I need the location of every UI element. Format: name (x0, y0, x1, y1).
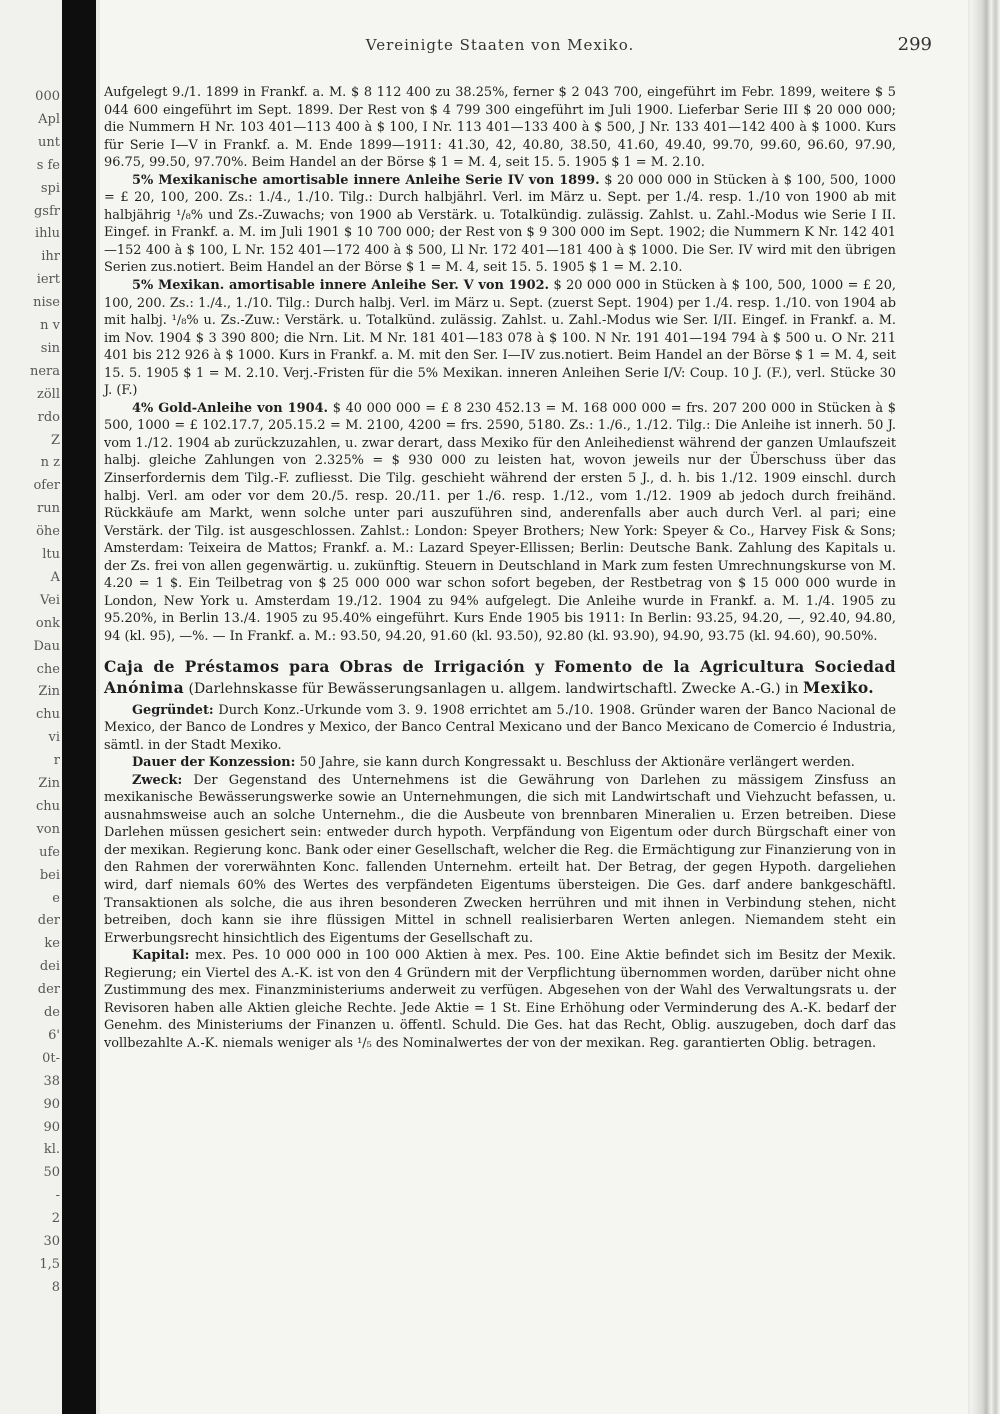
gutter-fragment: onk (35, 615, 60, 631)
gutter-fragment: 90 (43, 1096, 60, 1112)
gutter-fragment: 30 (43, 1234, 60, 1249)
gold-loan-heading: 4% Gold-Anleihe von 1904. (132, 400, 329, 416)
gutter-fragment: - (55, 1188, 60, 1204)
gutter-fragment: 38 (43, 1073, 60, 1089)
gutter-fragment: ke (44, 936, 60, 952)
gutter-fragment: 6' (48, 1027, 60, 1043)
gutter-fragment: dei (39, 959, 60, 975)
gutter-fragment: che (36, 661, 60, 677)
paragraph-loan-series-iii: Aufgelegt 9./1. 1899 in Frankf. a. M. $ 8 112 400 zu 38.25%, ferner $ 2 043 700, eingeführt im Febr. 1899, weitere $ 5 044 600 eingeführt im Sept. 1899. Der Rest von $ 4 799 300 eingeführt im Juli 1900. Lieferbar Serie III $ 20 000 000; die Nummern H Nr. 103 401—113 400 à $ 100, I Nr. 113 401—133 400 à $ 500, J Nr. 133 401—142 400 à $ 1000. Kurs für Serie I—V in Frankf. a. M. Ende 1899—1911: 41.30, 42, 40.80, 38.50, 41.60, 49.40, 99.70, 99.60, 96.60, 97.90, 96.75, 99.50, 97.70%. Beim Handel an der Börse $ 1 = M. 4, seit 15. 5. 1905 $ 1 = M. 2.10. (104, 85, 896, 171)
gutter-fragment: öhe (36, 524, 60, 540)
gutter-fragment: run (37, 501, 60, 517)
loan-series-iv-heading: 5% Mexikanische amortisable innere Anleihe Serie IV von 1899. (132, 172, 600, 188)
gutter-fragment: sin (40, 340, 60, 356)
gutter-fragment: 1,5 (39, 1256, 60, 1272)
gutter-fragment: 2 (51, 1211, 60, 1227)
gutter-fragment: Zin (38, 684, 60, 700)
gutter-fragment: A (50, 569, 60, 585)
capital-label: Kapital: (132, 948, 190, 964)
book-page (100, 0, 968, 1414)
running-title: Vereinigte Staaten von Mexiko. (365, 36, 635, 54)
gutter-fragment: n v (40, 318, 60, 333)
gutter-fragment: vi (48, 730, 60, 746)
gutter-fragment: der (37, 913, 60, 929)
paragraph-loan-series-iv (104, 172, 896, 277)
concession-text: 50 Jahre, sie kann durch Kongressakt u. Beschluss der Aktionäre verlängert werden. (295, 755, 855, 771)
gutter-fragment: ufe (39, 844, 60, 860)
gutter-fragment: 0t- (42, 1050, 60, 1066)
gutter-fragment: ihr (41, 249, 60, 265)
gutter-fragment: iert (36, 272, 60, 288)
gutter-fragment: 90 (43, 1119, 60, 1135)
loan-series-iv-text: $ 20 000 000 in Stücken à $ 100, 500, 1000 = £ 20, 100, 200. Zs.: 1./4., 1./10. Tilg.: Durch halbjährl. Verl. im März u. Sept. per 1./4. resp. 1./10 von 1900 ab mit halbjährig ¹/₈% und Zs.-Zuwachs; von 1900 ab Verstärk. u. Totalkündig. zulässig. Zahlst. u. Zahl.-Modus wie Serie I II. Eingef. in Frankf. a. M. im Juli 1901 $ 10 700 000; der Rest von $ 9 300 000 im Sept. 1902; die Nummern K Nr. 142 401—152 400 à $ 100, L Nr. 152 401—172 400 à $ 500, Ll Nr. 172 401—181 400 à $ 1000. Die Ser. IV wird mit den übrigen Serien zus.notiert. Beim Handel an der Börse $ 1 = M. 4, seit 15. 5. 1905 $ 1 = M. 2.10. (104, 172, 896, 276)
gutter-fragment: gsfr (33, 203, 60, 219)
page-body (104, 84, 896, 1052)
book-spine-shadow (62, 0, 96, 1414)
purpose-entry (104, 772, 896, 947)
page-number: 299 (897, 34, 932, 55)
gutter-fragment: Dau (33, 638, 60, 654)
gutter-fragment: nise (33, 295, 60, 311)
purpose-text: Der Gegenstand des Unternehmens ist die Gewährung von Darlehen zu mässigem Zinsfuss an mexikanische Bewässerungswerke sowie an Unternehmungen, die sich mit Landwirtschaft und Viehzucht befassen, u. ausnahmsweise auch an solche Unternehm., die die Ausbeute von brennbaren Mineralien u. Erzen betreiben. Diese Darlehen müssen gesichert sein: entweder durch hypoth. Verpfändung von Eigentum oder durch Bürgschaft einer von der mexikan. Regierung konc. Bank oder einer Gesellschaft, welcher die Reg. die Ermächtigung zur Finanzierung von in den Rahmen der vorerwähnten Konc. fallenden Unternehm. erteilt hat. Der Betrag, der gegen Hypoth. dargeliehen wird, darf niemals 60% des Wertes des verpfändeten Eigentums übersteigen. Die Ges. darf andere bankgeschäftl. Transaktionen als solche, die aus ihren besonderen Zwecken herrühren und mit ihnen in Verbindung stehen, nicht betreiben, doch kann sie ihre flüssigen Mittel in schnell realisierbaren Werten anlegen. Niemandem steht ein Erwerbungsrecht hinsichtlich des Eigentums der Gesellschaft zu. (104, 772, 896, 946)
loan-series-v-text: $ 20 000 000 in Stücken à $ 100, 500, 1000 = £ 20, 100, 200. Zs.: 1./4., 1./10. Tilg.: Durch halbj. Verl. im März u. Sept. (zuerst Sept. 1904) per 1./4. resp. 1./10. von 1904 ab mit halbj. ¹/₈% u. Zs.-Zuw.: Verstärk. u. Totalkünd. zulässig. Zahlst. u. Zahl.-Modus wie Ser. I/II. Eingef. in Frankf. a. M. im Nov. 1904 $ 3 390 800; die Nrn. Lit. M Nr. 181 401—183 078 à $ 100. N Nr. 191 401—194 794 à $ 500 u. O Nr. 211 401 bis 212 926 à $ 1000. Kurs in Frankf. a. M. mit den Ser. I—IV zus.notiert. Beim Handel an der Börse $ 1 = M. 4, seit 15. 5. 1905 $ 1 = M. 2.10. Verj.-Fristen für die 5% Mexikan. inneren Anleihen Serie I/V: Coup. 10 J. (F.), verl. Stücke 30 J. (F.) (104, 278, 896, 399)
gutter-fragment: spi (40, 180, 60, 196)
gutter-fragment: 000 (35, 89, 60, 104)
gutter-fragment: Zin (38, 776, 60, 791)
company-name: Caja de Préstamos para Obras de Irrigación y Fomento de la Agricultura Sociedad Anónima (104, 656, 896, 697)
gutter-fragment: chu (35, 798, 60, 814)
gutter-fragment: Vei (39, 592, 60, 608)
gutter-fragment: 8 (51, 1279, 60, 1295)
capital-text: mex. Pes. 10 000 000 in 100 000 Aktien à mex. Pes. 100. Eine Aktie befindet sich im Besitz der Mexik. Regierung; ein Viertel des A.-K. ist von den 4 Gründern mit der Verpflichtung übernommen worden, darüber nicht ohne Zustimmung des mex. Finanzministeriums anderweit zu verfügen. Abgesehen von der Wahl des Verwaltungsrats u. der Revisoren haben alle Aktien gleiche Rechte. Jede Aktie = 1 St. Eine Erhöhung oder Verminderung des A.-K. bedarf der Genehm. des Ministeriums der Finanzen u. öffentl. Schuld. Die Ges. hat das Recht, Oblig. auszugeben, doch darf das vollbezahlte A.-K. niemals weniger als ¹/₅ des Nominalwertes der von der mexikan. Reg. garantierten Oblig. betragen. (104, 948, 896, 1051)
company-heading (104, 656, 896, 700)
gutter-fragment: de (43, 1005, 60, 1020)
founded-entry (104, 702, 896, 755)
gutter-fragment: nera (29, 363, 60, 379)
gutter-fragment: ofer (33, 478, 60, 494)
gutter-fragment: zöll (37, 386, 60, 402)
founded-text: Durch Konz.-Urkunde vom 3. 9. 1908 errichtet am 5./10. 1908. Gründer waren der Banco Nacional de Mexico, der Banco de Londres y Mexico, der Banco Central Mexicano und der Banco Mexicano de Comercio é Industria, sämtl. in der Stadt Mexiko. (104, 702, 896, 753)
gold-loan-text: $ 40 000 000 = £ 8 230 452.13 = M. 168 000 000 = frs. 207 200 000 in Stücken à $ 500, 1000 = £ 102.17.7, 205.15.2 = M. 2100, 4200 = frs. 2590, 5180. Zs.: 1./6., 1./12. Tilg.: Die Anleihe ist innerh. 50 J. vom 1./12. 1904 ab zurückzuzahlen, u. zwar derart, dass Mexiko für den Anleihedienst während der ganzen Umlaufszeit halbj. gleiche Zahlungen von 2.325% = $ 930 000 zu leisten hat, wovon jeweils nur der Überschuss über das Zinserfordernis dem Tilg.-F. zufliesst. Die Tilg. geschieht während der ersten 5 J., d. h. bis 1./12. 1909 einschl. durch halbj. Verl. am oder vor dem 20./5. resp. 20./11. per 1./6. resp. 1./12., vom 1./12. 1909 ab jedoch durch freihänd. Rückkäufe am Markt, wenn solche unter pari auszuführen sind, anderenfalls aber auch durch Verl. al pari; eine Verstärk. der Tilg. ist ausgeschlossen. Zahlst.: London: Speyer Brothers; New York: Speyer & Co., Harvey Fisk & Sons; Amsterdam: Teixeira de Mattos; Frankf. a. M.: Lazard Speyer-Ellissen; Berlin: Deutsche Bank. Zahlung des Kapitals u. der Zs. frei von allen gegenwärtig. u. zukünftig. Steuern in Deutschland in Mark zum festen Umrechnungskurse von M. 4.20 = 1 $. Ein Teilbetrag von $ 25 000 000 war schon sofort begeben, der Restbetrag von $ 15 000 000 wurde in London, New York u. Amsterdam 19./12. 1904 zu 94% aufgelegt. Die Anleihe wurde in Frankf. a. M. 1./4. 1905 zu 95.20%, in Berlin 13./4. 1905 zu 95.40% eingeführt. Kurs Ende 1905 bis 1911: In Berlin: 93.25, 94.20, —, 92.40, 94.80, 94 (kl. 95), —%. — In Frankf. a. M.: 93.50, 94.20, 91.60 (kl. 93.50), 92.80 (kl. 93.90), 94.90, 93.75 (kl. 94.60), 90.50%. (104, 400, 896, 644)
gutter-fragment: Z (50, 432, 60, 448)
gutter-fragment: n z (40, 455, 60, 471)
gutter-fragment: rdo (37, 409, 60, 425)
company-place: Mexiko. (802, 677, 875, 697)
loan-series-v-heading: 5% Mexikan. amortisable innere Anleihe Ser. V von 1902. (132, 278, 550, 294)
gutter-fragment: s fe (36, 157, 60, 173)
gutter-fragment: ihlu (34, 226, 60, 242)
company-subtitle: (Darlehnskasse für Bewässerungsanlagen u. allgem. landwirtschaftl. Zwecke A.-G.) in (184, 680, 803, 697)
founded-label: Gegründet: (132, 702, 214, 718)
capital-entry (104, 947, 896, 1052)
previous-page-gutter (0, 0, 62, 1414)
concession-label: Dauer der Konzession: (132, 755, 296, 771)
gutter-fragment: ltu (42, 547, 60, 562)
gutter-fragment: chu (35, 707, 60, 723)
gutter-fragment: von (36, 821, 60, 837)
purpose-label: Zweck: (132, 772, 183, 788)
gutter-fragment: e (52, 890, 60, 906)
gutter-fragment: r (53, 753, 60, 769)
gutter-fragment: Apl (38, 111, 60, 127)
page-edge (970, 0, 1000, 1414)
gutter-fragment: bei (39, 867, 60, 883)
gutter-fragment: 50 (43, 1165, 60, 1181)
gutter-fragment: kl. (43, 1142, 60, 1158)
paragraph-gold-loan (104, 400, 896, 646)
gutter-fragment: unt (38, 134, 60, 150)
paragraph-loan-series-v (104, 277, 896, 400)
concession-entry (104, 754, 896, 772)
gutter-fragment: der (37, 982, 60, 998)
